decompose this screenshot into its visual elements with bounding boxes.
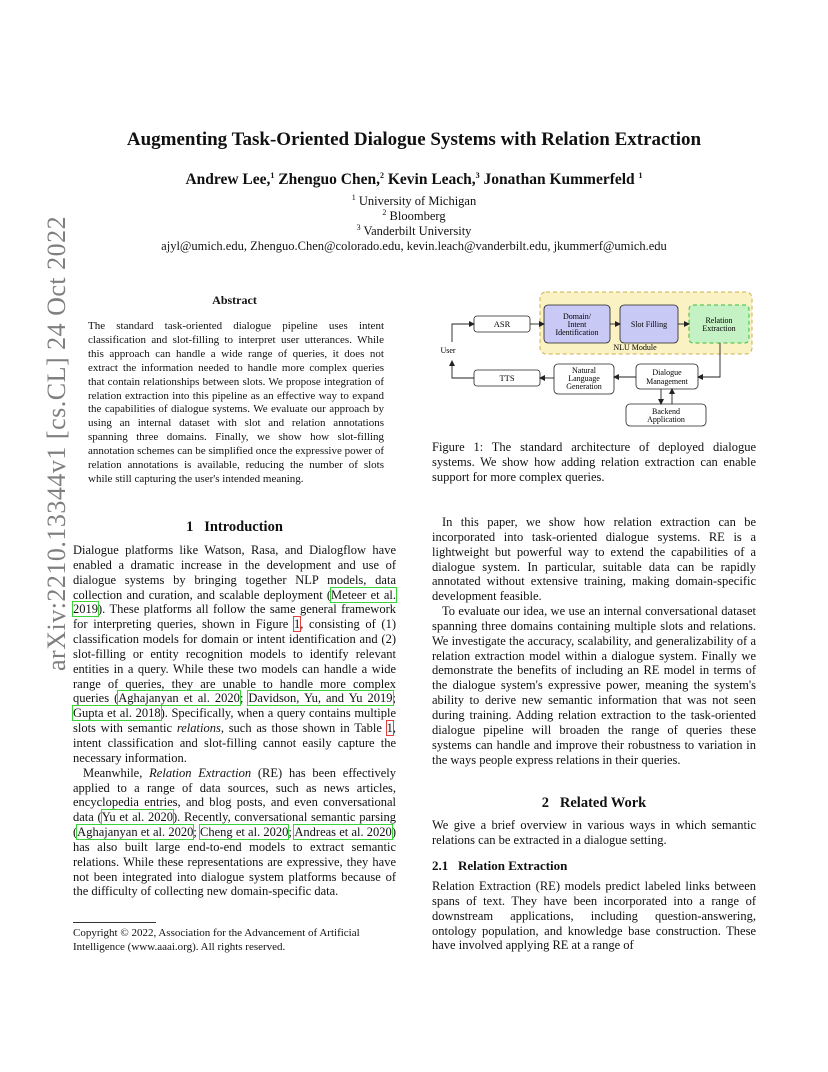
text-span: ). Specifically, when a query contains multiple slots with semantic — [73, 706, 396, 736]
author-affiliation-mark: 1 — [270, 170, 275, 180]
nlg-label-line: Natural — [572, 366, 596, 375]
affiliation-num: 2 — [382, 207, 387, 217]
nlu-module-label: NLU Module — [613, 343, 657, 352]
arxiv-stamp-text: arXiv:2210.13344v1 [cs.CL] 24 Oct 2022 — [42, 215, 71, 671]
subsection-heading-relation-extraction — [432, 858, 756, 874]
dm-label-line: Dialogue — [652, 368, 682, 377]
related-paragraph: Relation Extraction (RE) models predict labeled links between spans of text. They have been incorporated into a range of downstream applications, including question-answering, ontology population, and knowledge base construction. These have involved applying RE at a range of — [432, 879, 756, 953]
domain-label-line: Intent — [567, 320, 587, 329]
author: Kevin Leach, — [387, 171, 476, 188]
citation-link[interactable]: Meteer et al. 2019 — [73, 587, 396, 617]
affiliation — [0, 224, 828, 239]
text-span: ; — [239, 691, 249, 706]
subsection-title: Relation Extraction — [458, 858, 568, 873]
paper-title: Augmenting Task-Oriented Dialogue Systems with Relation Extraction — [126, 129, 702, 150]
text-span: , such as those shown in Table — [220, 721, 387, 736]
affiliation — [0, 209, 828, 224]
affiliation-num: 1 — [351, 192, 356, 202]
text-span: Meanwhile, — [83, 765, 150, 780]
copyright-footnote: Copyright © 2022, Association for the Advancement of Artificial Intelligence (www.aaai.org). All rights reserved. — [73, 927, 360, 953]
citation-link[interactable]: Andreas et al. 2020 — [294, 825, 392, 840]
intro-paragraph — [73, 766, 396, 900]
author-affiliation-mark: 2 — [379, 170, 384, 180]
text-span: Dialogue platforms like Watson, Rasa, and Dialogflow have enabled a dramatic increase in the development and use of dialogue systems by bringing together NLP models, data collection and curation, and scalable deployment ( — [73, 543, 396, 602]
relation-label-line: Relation — [705, 316, 733, 325]
emphasis: Relation Extraction — [149, 765, 252, 780]
domain-label-line: Identification — [555, 328, 599, 337]
intro-paragraph: To evaluate our idea, we use an internal conversational dataset spanning three domains containing multiple slots and relations. We investigate the accuracy, scalability, and generalizability of a relation extraction model within a dialogue system. Finally we demonstrate the benefits of including an RE model in terms of the dialogue system's expressive power, meaning the system's ability to derive new semantic information that was not seen during training. Adding relation extraction to the task-oriented dialogue pipeline will broaden the range of queries these systems can handle and improve their robustness to variation in the ways people express relations in their queries. — [432, 604, 756, 767]
arxiv-stamp — [14, 215, 71, 671]
section-title: Related Work — [559, 795, 647, 811]
intro-column-right — [432, 515, 756, 767]
emphasis: relations — [176, 721, 221, 736]
section-title: Introduction — [204, 519, 283, 535]
footnote-rule — [73, 922, 156, 923]
affiliation-name: University of Michigan — [358, 194, 477, 208]
intro-column-left — [73, 543, 396, 899]
subsection-number: 2.1 — [432, 858, 449, 873]
user-label: User — [440, 346, 456, 355]
text-span: ; — [193, 825, 200, 840]
backend-label-line: Backend — [652, 407, 680, 416]
author-affiliation-mark: 1 — [638, 170, 643, 180]
nlg-label-line: Generation — [566, 382, 602, 391]
tts-label: TTS — [499, 373, 515, 383]
text-span: ; — [288, 825, 295, 840]
text-span: ) has also built large end-to-end models to extract semantic relations. While these representations are expressive, they have not been integrated into dialogue system platforms because of the difficulty of collecting new domain-specific data. — [73, 825, 396, 899]
author: Zhenguo Chen, — [278, 171, 380, 188]
intro-paragraph: In this paper, we show how relation extraction can be incorporated into task-oriented dialogue systems. RE is a lightweight but powerful way to extend the capabilities of a dialogue system. In particular, suitable data can be rapidly annotated without extensive training, making domain-specific development feasible. — [432, 515, 756, 604]
affiliation-num: 3 — [356, 222, 361, 232]
section-heading-related-work — [432, 795, 756, 812]
author-list — [0, 171, 828, 189]
section-number: 1 — [186, 519, 194, 535]
section-heading-introduction — [73, 519, 396, 536]
arrow — [452, 324, 474, 342]
text-span: , intent classification and slot-filling cannot easily capture the necessary information. — [73, 721, 396, 765]
citation-link[interactable]: Yu et al. 2020 — [101, 810, 173, 825]
citation-link[interactable]: Aghajanyan et al. 2020 — [77, 825, 194, 840]
related-paragraph: We give a brief overview in various ways in which semantic relations can be extracted in a dialogue setting. — [432, 818, 756, 847]
figure-1-caption: Figure 1: The standard architecture of deployed dialogue systems. We show how adding relation extraction can enable support for more complex queries. — [432, 440, 756, 484]
domain-label-line: Domain/ — [563, 312, 591, 321]
slot-filling-label: Slot Filling — [630, 320, 668, 329]
affiliation-name: Bloomberg — [389, 209, 446, 223]
intro-paragraph — [73, 543, 396, 766]
related-work-intro — [432, 818, 756, 848]
relation-label-line: Extraction — [702, 324, 736, 333]
citation-link[interactable]: Cheng et al. 2020 — [200, 825, 289, 840]
author: Jonathan Kummerfeld — [483, 171, 635, 188]
figure-ref-link[interactable]: 1 — [294, 617, 301, 632]
author-affiliation-mark: 3 — [475, 170, 480, 180]
abstract-text: The standard task-oriented dialogue pipeline uses intent classification and slot-filling to interpret user utterances. While this approach can handle a wide range of queries, it does not extract the information needed to handle more complex queries that contain relationships between slots. We propose integration of relation extraction into this pipeline as an effective way to expand the capabilities of dialogue systems. We evaluate our approach by using an internal dataset with slot and relation annotations spanning three domains. Finally, we show how slot-filling annotation schemes can be simplified once the expressive power of relation annotations is available, reducing the number of slots while still capturing the user's intended meaning. — [88, 320, 384, 485]
citation-link[interactable]: Aghajanyan et al. 2020 — [118, 691, 240, 706]
author: Andrew Lee, — [185, 171, 271, 188]
nlg-label-line: Language — [568, 374, 600, 383]
figure-1-diagram — [430, 287, 760, 433]
relation-extraction-text — [432, 879, 756, 953]
citation-link[interactable]: Davidson, Yu, and Yu 2019 — [248, 691, 393, 706]
text-span: ). These platforms all follow the same general framework for interpreting queries, shown in Figure — [73, 602, 396, 632]
text-span: ; — [392, 691, 396, 706]
citation-link[interactable]: Gupta et al. 2018 — [73, 706, 161, 721]
arrow — [452, 361, 474, 378]
backend-label-line: Application — [647, 415, 685, 424]
section-number: 2 — [541, 795, 550, 811]
text-span: (RE) has been effectively applied to a range of data sources, such as news articles, encyclopedia entries, and blog posts, and even conversational data ( — [73, 765, 396, 825]
affiliation — [0, 194, 828, 209]
text-span: , consisting of (1) classification models for domain or intent identification and (2) slot-filling or entity recognition models to identify relevant entities in a query. While these two models can handle a wide range of queries, they are unable to handle more complex queries ( — [73, 617, 397, 706]
abstract-heading: Abstract — [212, 293, 257, 307]
author-emails: ajyl@umich.edu, Zhenguo.Chen@colorado.edu, kevin.leach@vanderbilt.edu, jkummerf@umich.edu — [161, 239, 667, 253]
affiliation-name: Vanderbilt University — [363, 224, 472, 238]
table-ref-link[interactable]: 1 — [386, 721, 393, 736]
dm-label-line: Management — [646, 377, 688, 386]
asr-label: ASR — [493, 319, 511, 329]
text-span: ). Recently, conversational semantic parsing ( — [73, 810, 396, 840]
